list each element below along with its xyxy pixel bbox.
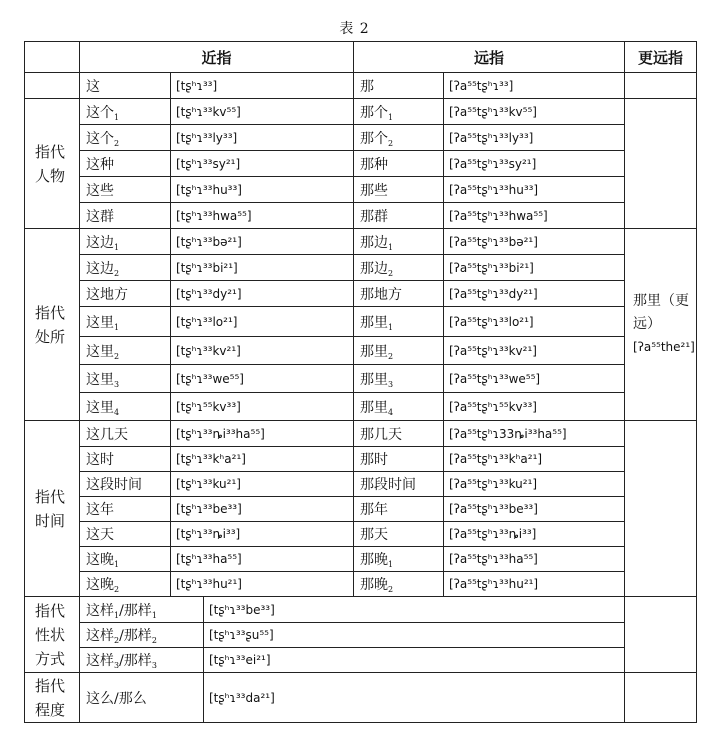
word: 那些 xyxy=(360,182,389,199)
near-word xyxy=(80,99,171,125)
word: 那段时间 xyxy=(360,477,417,493)
subscript: 1 xyxy=(388,112,394,122)
manner-word xyxy=(80,597,204,623)
subscript: 3 xyxy=(114,379,120,389)
near-ipa: [tʂʰɿ³³be³³] xyxy=(171,497,354,522)
header-near: 近指 xyxy=(80,42,354,73)
word: 那里 xyxy=(360,343,389,360)
near-ipa: [tʂʰɿ³³ly³³] xyxy=(171,125,354,151)
subscript: 4 xyxy=(114,407,120,417)
word: 那时 xyxy=(360,452,389,468)
near-ipa: [tʂʰɿ³³dy²¹] xyxy=(171,281,354,307)
corner-cell xyxy=(25,42,80,73)
near-ipa: [tʂʰɿ³³kv²¹] xyxy=(171,337,354,365)
word: 这年 xyxy=(86,502,114,518)
near-ipa: [tʂʰɿ³³bi²¹] xyxy=(171,255,354,281)
word: 这里 xyxy=(86,371,114,388)
subscript: 2 xyxy=(114,351,120,361)
table-row xyxy=(25,547,697,572)
far-ipa: [ʔa⁵⁵tʂʰɿ³³bə²¹] xyxy=(444,229,625,255)
table-caption: 表 2 xyxy=(339,21,370,37)
subscript: 1 xyxy=(114,322,120,332)
word: 那晚 xyxy=(360,577,389,593)
word: 这里 xyxy=(86,399,114,416)
near-ipa: [tʂʰɿ³³kv⁵⁵] xyxy=(171,99,354,125)
manner-ipa: [tʂʰɿ³³ʂu⁵⁵] xyxy=(204,623,625,648)
far-ipa: [ʔa⁵⁵tʂʰɿ³³bi²¹] xyxy=(444,255,625,281)
far-ipa: [ʔa⁵⁵tʂʰɿ33ȵi³³ha⁵⁵] xyxy=(444,421,625,447)
word: 这几天 xyxy=(86,426,128,443)
word: 那几天 xyxy=(360,426,403,443)
table-row xyxy=(25,99,697,125)
subscript: 2 xyxy=(114,585,120,594)
far-word xyxy=(354,177,444,203)
near-word xyxy=(80,255,171,281)
near-word xyxy=(80,522,171,547)
word: 那群 xyxy=(360,208,389,225)
far-word xyxy=(354,229,444,255)
table-row xyxy=(25,623,697,648)
word: 这段时间 xyxy=(86,477,142,493)
farther-ipa: [ʔa⁵⁵the²¹] xyxy=(633,340,695,354)
word: 这样 xyxy=(86,653,114,669)
subscript: 2 xyxy=(388,138,394,148)
near-word xyxy=(80,421,171,447)
far-word xyxy=(354,497,444,522)
near-word xyxy=(80,472,171,497)
far-ipa: [ʔa⁵⁵tʂʰɿ³³ly³³] xyxy=(444,125,625,151)
table-row xyxy=(25,337,697,365)
near-word xyxy=(80,365,171,393)
table-row xyxy=(25,229,697,255)
near-word xyxy=(80,281,171,307)
manner-ipa: [tʂʰɿ³³ei²¹] xyxy=(204,648,625,673)
table-row xyxy=(25,673,697,723)
farther-empty xyxy=(625,673,697,723)
far-ipa: [ʔa⁵⁵tʂʰɿ³³hu²¹] xyxy=(444,572,625,597)
subscript: 1 xyxy=(114,560,120,569)
word: 这里 xyxy=(86,314,114,331)
subscript: 2 xyxy=(388,351,394,361)
farther-empty xyxy=(625,597,697,673)
subscript: 1 xyxy=(114,610,120,620)
table-row xyxy=(25,572,697,597)
subscript: 3 xyxy=(114,661,120,670)
table-row xyxy=(25,648,697,673)
manner-word xyxy=(80,623,204,648)
near-word xyxy=(80,177,171,203)
word: 这里 xyxy=(86,343,114,360)
word: 那里 xyxy=(360,399,389,416)
far-word xyxy=(354,151,444,177)
table-row xyxy=(25,497,697,522)
far-word xyxy=(354,365,444,393)
subscript: 1 xyxy=(388,242,394,252)
near-ipa: [tʂʰɿ³³we⁵⁵] xyxy=(171,365,354,393)
header-far: 远指 xyxy=(354,42,625,73)
base-near: 这 xyxy=(80,73,171,99)
near-word xyxy=(80,547,171,572)
near-word xyxy=(80,497,171,522)
manner-word xyxy=(80,648,204,673)
near-word xyxy=(80,572,171,597)
far-word xyxy=(354,522,444,547)
near-word xyxy=(80,125,171,151)
demonstrative-table xyxy=(24,41,697,723)
word: 这种 xyxy=(86,156,114,173)
word: 这个 xyxy=(86,104,114,121)
near-word xyxy=(80,307,171,337)
far-ipa: [ʔa⁵⁵tʂʰɿ³³dy²¹] xyxy=(444,281,625,307)
far-word xyxy=(354,281,444,307)
near-ipa: [tʂʰɿ³³ȵi³³] xyxy=(171,522,354,547)
far-ipa: [ʔa⁵⁵tʂʰɿ³³hwa⁵⁵] xyxy=(444,203,625,229)
word: 这晚 xyxy=(86,552,114,568)
subscript: 1 xyxy=(388,322,394,332)
word: 那里 xyxy=(360,314,389,331)
word: 这天 xyxy=(86,527,114,543)
near-word xyxy=(80,203,171,229)
subscript: 2 xyxy=(114,636,120,645)
far-word xyxy=(354,203,444,229)
word: /那样 xyxy=(119,602,152,619)
table-row xyxy=(25,447,697,472)
header-farther: 更远指 xyxy=(625,42,697,73)
near-ipa: [tʂʰɿ³³lo²¹] xyxy=(171,307,354,337)
subscript: 3 xyxy=(151,661,157,670)
word: 这边 xyxy=(86,234,114,251)
word: 那地方 xyxy=(360,286,403,303)
near-ipa: [tʂʰɿ³³ha⁵⁵] xyxy=(171,547,354,572)
word: /那样 xyxy=(119,653,152,669)
word: 那晚 xyxy=(360,552,389,568)
subscript: 4 xyxy=(388,407,394,417)
subscript: 2 xyxy=(151,636,157,645)
word: 这样 xyxy=(86,628,114,644)
header-row xyxy=(25,42,697,73)
far-ipa: [ʔa⁵⁵tʂʰɿ³³hu³³] xyxy=(444,177,625,203)
far-ipa: [ʔa⁵⁵tʂʰɿ³³lo²¹] xyxy=(444,307,625,337)
near-ipa: [tʂʰɿ³³hu²¹] xyxy=(171,572,354,597)
empty-cell xyxy=(625,73,697,99)
word: 这个 xyxy=(86,130,114,147)
farther-empty xyxy=(625,99,697,229)
far-ipa: [ʔa⁵⁵tʂʰɿ⁵⁵kv³³] xyxy=(444,393,625,421)
near-ipa: [tʂʰɿ³³sy²¹] xyxy=(171,151,354,177)
subscript: 2 xyxy=(388,268,394,278)
near-ipa: [tʂʰɿ³³ku²¹] xyxy=(171,472,354,497)
word: 这地方 xyxy=(86,286,128,303)
word: 这些 xyxy=(86,182,114,199)
word: 那个 xyxy=(360,104,389,121)
far-word xyxy=(354,99,444,125)
subscript: 1 xyxy=(114,242,120,252)
near-ipa: [tʂʰɿ⁵⁵kv³³] xyxy=(171,393,354,421)
subscript: 1 xyxy=(388,560,394,569)
base-far-ipa: [ʔa⁵⁵tʂʰɿ³³] xyxy=(444,73,625,99)
far-word xyxy=(354,472,444,497)
near-word xyxy=(80,337,171,365)
table-row xyxy=(25,421,697,447)
table-row xyxy=(25,393,697,421)
far-word xyxy=(354,307,444,337)
word: 那边 xyxy=(360,234,389,251)
table-row xyxy=(25,151,697,177)
word: 那边 xyxy=(360,260,389,277)
near-word xyxy=(80,229,171,255)
category-person: 指代人物 xyxy=(25,99,80,229)
base-far: 那 xyxy=(354,73,444,99)
far-word xyxy=(354,255,444,281)
subscript: 2 xyxy=(114,268,120,278)
far-word xyxy=(354,393,444,421)
base-row xyxy=(25,73,697,99)
table-row xyxy=(25,472,697,497)
table-row xyxy=(25,597,697,623)
far-ipa: [ʔa⁵⁵tʂʰɿ³³sy²¹] xyxy=(444,151,625,177)
near-ipa: [tʂʰɿ³³bə²¹] xyxy=(171,229,354,255)
far-word xyxy=(354,572,444,597)
far-word xyxy=(354,337,444,365)
table-row xyxy=(25,125,697,151)
near-word xyxy=(80,393,171,421)
far-ipa: [ʔa⁵⁵tʂʰɿ³³be³³] xyxy=(444,497,625,522)
far-ipa: [ʔa⁵⁵tʂʰɿ³³kʰa²¹] xyxy=(444,447,625,472)
table-row xyxy=(25,365,697,393)
base-near-ipa: [tʂʰɿ³³] xyxy=(171,73,354,99)
near-word xyxy=(80,151,171,177)
near-ipa: [tʂʰɿ³³ȵi³³ha⁵⁵] xyxy=(171,421,354,447)
word: 那天 xyxy=(360,527,389,543)
table-row xyxy=(25,255,697,281)
far-word xyxy=(354,421,444,447)
far-ipa: [ʔa⁵⁵tʂʰɿ³³kv⁵⁵] xyxy=(444,99,625,125)
category-degree: 指代程度 xyxy=(25,673,80,723)
near-ipa: [tʂʰɿ³³hu³³] xyxy=(171,177,354,203)
farther-empty xyxy=(625,421,697,597)
category-time: 指代时间 xyxy=(25,421,80,597)
manner-ipa: [tʂʰɿ³³be³³] xyxy=(204,597,625,623)
subscript: 2 xyxy=(114,138,120,148)
far-ipa: [ʔa⁵⁵tʂʰɿ³³we⁵⁵] xyxy=(444,365,625,393)
far-ipa: [ʔa⁵⁵tʂʰɿ³³ku²¹] xyxy=(444,472,625,497)
near-word xyxy=(80,447,171,472)
farther-cell xyxy=(625,229,697,421)
word: 这晚 xyxy=(86,577,114,593)
far-ipa: [ʔa⁵⁵tʂʰɿ³³ȵi³³] xyxy=(444,522,625,547)
word: 这边 xyxy=(86,260,114,277)
subscript: 3 xyxy=(388,379,394,389)
subscript: 2 xyxy=(388,585,394,594)
subscript: 1 xyxy=(151,610,157,620)
far-word xyxy=(354,547,444,572)
farther-label: 那里（更远） xyxy=(633,293,690,332)
far-word xyxy=(354,125,444,151)
far-ipa: [ʔa⁵⁵tʂʰɿ³³kv²¹] xyxy=(444,337,625,365)
near-ipa: [tʂʰɿ³³hwa⁵⁵] xyxy=(171,203,354,229)
near-ipa: [tʂʰɿ³³kʰa²¹] xyxy=(171,447,354,472)
word: /那样 xyxy=(119,628,152,644)
category-place: 指代处所 xyxy=(25,229,80,421)
category-manner: 指代性状方式 xyxy=(25,597,80,673)
table-row xyxy=(25,203,697,229)
subscript: 1 xyxy=(114,112,120,122)
word: 这群 xyxy=(86,208,114,225)
far-ipa: [ʔa⁵⁵tʂʰɿ³³ha⁵⁵] xyxy=(444,547,625,572)
word: 那个 xyxy=(360,130,389,147)
degree-word: 这么/那么 xyxy=(80,673,204,723)
table-row xyxy=(25,281,697,307)
word: 那里 xyxy=(360,371,389,388)
degree-ipa: [tʂʰɿ³³da²¹] xyxy=(204,673,625,723)
far-word xyxy=(354,447,444,472)
table-row xyxy=(25,307,697,337)
word: 那种 xyxy=(360,156,389,173)
table-row xyxy=(25,177,697,203)
empty-cell xyxy=(25,73,80,99)
table-row xyxy=(25,522,697,547)
word: 这时 xyxy=(86,452,114,468)
word: 这样 xyxy=(86,602,114,619)
word: 那年 xyxy=(360,502,389,518)
